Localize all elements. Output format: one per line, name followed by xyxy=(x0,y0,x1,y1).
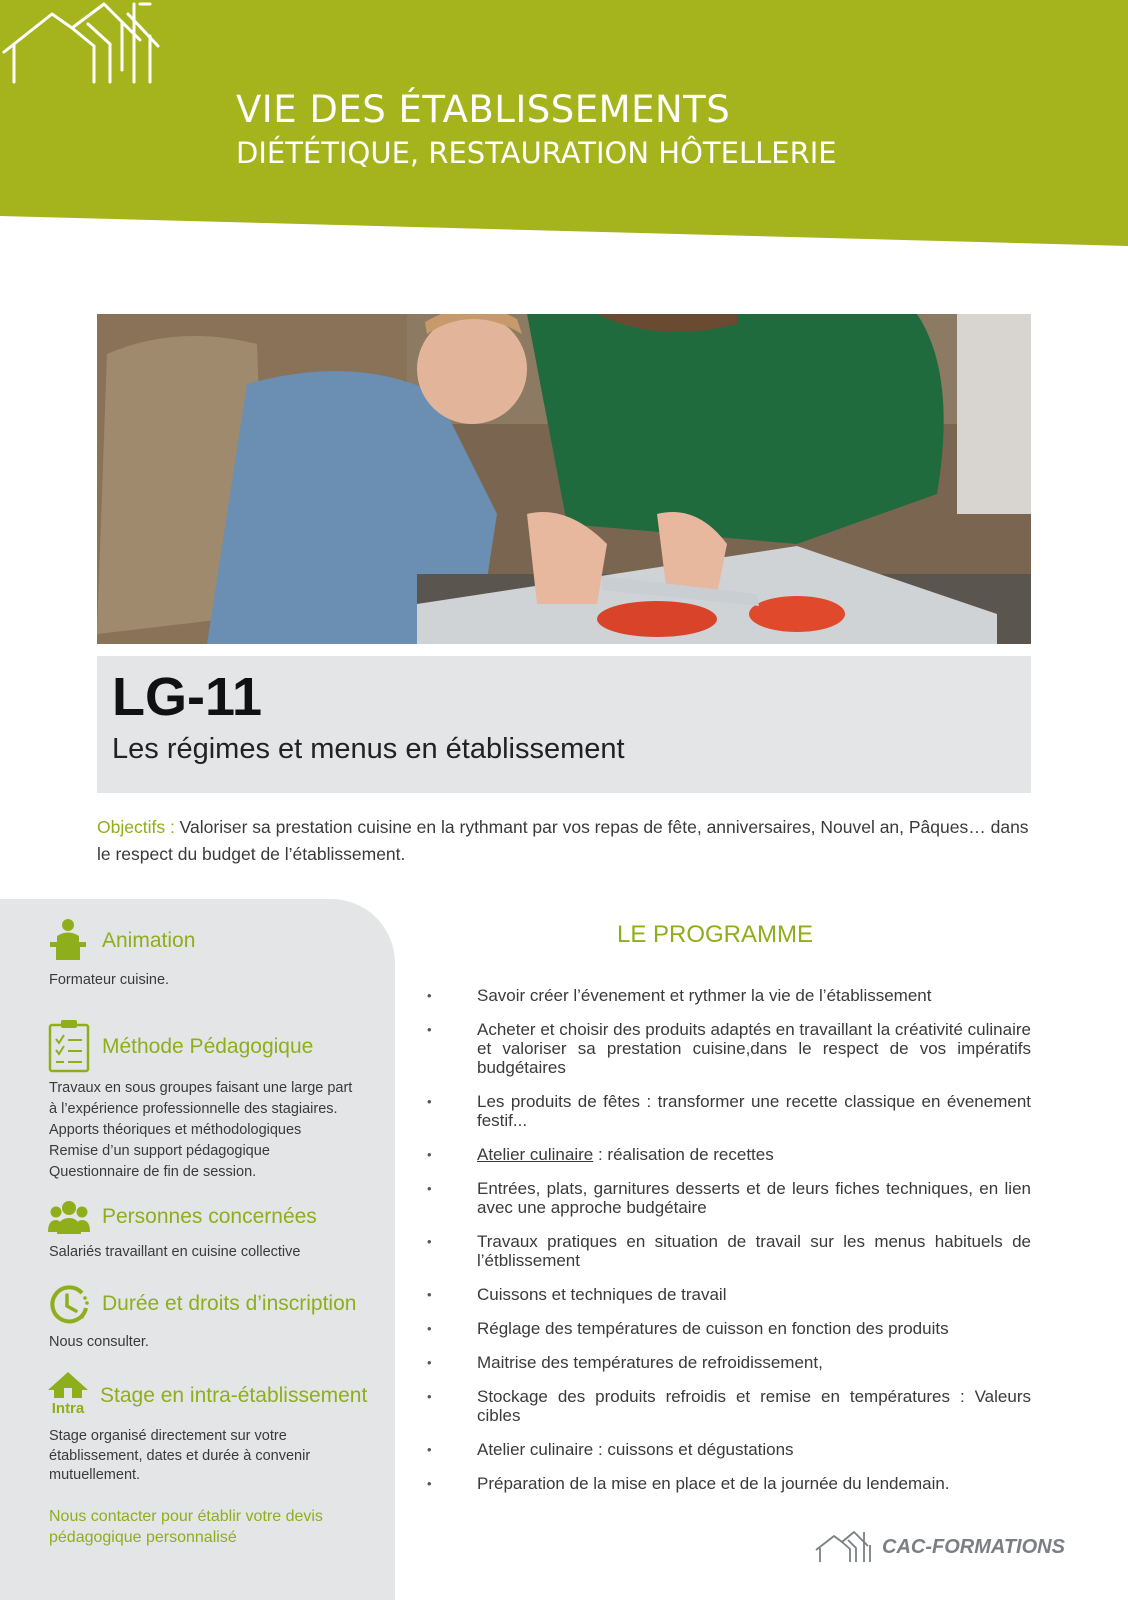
people-group-icon xyxy=(48,1200,90,1236)
bullet: • xyxy=(427,1022,432,1037)
animation-text: Formateur cuisine. xyxy=(49,972,170,988)
bullet: • xyxy=(427,1321,432,1336)
course-header xyxy=(97,656,1031,793)
house-outline-icon xyxy=(814,1530,874,1564)
method-line: Apports théoriques et méthodologiques xyxy=(49,1122,302,1138)
bullet: • xyxy=(427,1476,432,1491)
programme-item-text: Entrées, plats, garnitures desserts et de leurs fiches techniques, en lien avec une approche budgétaire xyxy=(477,1179,1031,1217)
objectives-text: Valoriser sa prestation cuisine en la rythmant par vos repas de fête, anniversaires, Nouvel an, Pâques… dans le respect du budget de l’établissement. xyxy=(97,817,1029,864)
course-code: LG-11 xyxy=(112,667,263,727)
bullet: • xyxy=(427,1181,432,1196)
clipboard-checklist-icon xyxy=(48,1019,90,1073)
duration-text: Nous consulter. xyxy=(49,1334,149,1350)
programme-item-text xyxy=(477,1145,1031,1164)
house-outline-icon xyxy=(0,0,170,90)
bullet: • xyxy=(427,1094,432,1109)
course-title: Les régimes et menus en établissement xyxy=(112,733,625,765)
programme-item-text: Savoir créer l’évenement et rythmer la vie de l’établissement xyxy=(477,986,932,1005)
intra-text: Stage organisé directement sur votre établissement, dates et durée à convenir mutuellement. xyxy=(49,1428,311,1483)
programme-item-text: Atelier culinaire : cuissons et dégustations xyxy=(477,1440,794,1459)
programme-item-text: Les produits de fêtes : transformer une recette classique en évenement festif... xyxy=(477,1092,1031,1130)
header-banner xyxy=(0,0,1128,250)
programme-item-text: Stockage des produits refroidis et remise en températures : Valeurs cibles xyxy=(477,1387,1031,1425)
method-text xyxy=(49,1078,369,1183)
bullet: • xyxy=(427,1287,432,1302)
bullet: • xyxy=(427,1355,432,1370)
audience-title: Personnes concernées xyxy=(102,1205,317,1228)
clock-icon xyxy=(48,1284,90,1326)
programme-item-text: Cuissons et techniques de travail xyxy=(477,1285,727,1304)
objectives xyxy=(97,814,1033,868)
bullet: • xyxy=(427,1442,432,1457)
bullet: • xyxy=(427,1147,432,1162)
header-subtitle: DIÉTÉTIQUE, RESTAURATION HÔTELLERIE xyxy=(236,136,837,170)
duration-title: Durée et droits d’inscription xyxy=(102,1292,357,1315)
objectives-label: Objectifs : xyxy=(97,817,175,837)
method-line: Travaux en sous groupes faisant une large part xyxy=(49,1080,353,1096)
animation-title: Animation xyxy=(102,929,196,952)
programme-item-text: Préparation de la mise en place et de la journée du lendemain. xyxy=(477,1474,950,1493)
bullet: • xyxy=(427,1234,432,1249)
programme-item-text: Réglage des températures de cuisson en fonction des produits xyxy=(477,1319,949,1338)
atelier-suffix: : réalisation de recettes xyxy=(593,1145,774,1164)
programme-title: LE PROGRAMME xyxy=(616,921,814,948)
programme-item-text: Maitrise des températures de refroidissement, xyxy=(477,1353,823,1372)
method-line: à l’expérience professionnelle des stagiaires. xyxy=(49,1101,338,1117)
method-title: Méthode Pédagogique xyxy=(102,1035,314,1058)
house-intra-icon xyxy=(46,1370,90,1414)
contact-link[interactable]: Nous contacter pour établir votre devis pédagogique personnalisé xyxy=(49,1508,323,1546)
audience-text: Salariés travaillant en cuisine collective xyxy=(49,1244,301,1260)
intra-icon-label: Intra xyxy=(51,1400,85,1414)
atelier-link[interactable]: Atelier culinaire xyxy=(477,1145,594,1164)
bullet: • xyxy=(427,988,432,1003)
bullet: • xyxy=(427,1389,432,1404)
method-line: Remise d’un support pédagogique xyxy=(49,1143,270,1159)
intra-title: Stage en intra-établissement xyxy=(100,1384,368,1407)
hero-photo xyxy=(97,314,1031,644)
header-title: VIE DES ÉTABLISSEMENTS xyxy=(236,88,731,131)
footer-brand: CAC-FORMATIONS xyxy=(882,1536,1065,1558)
presenter-icon xyxy=(48,918,88,962)
footer-logo xyxy=(814,1530,1074,1566)
method-line: Questionnaire de fin de session. xyxy=(49,1164,257,1180)
programme-item-text: Acheter et choisir des produits adaptés en travaillant la créativité culinaire et valoriser sa prestation cuisine,dans le respect de vos impératifs budgétaires xyxy=(477,1020,1031,1077)
programme-item-text: Travaux pratiques en situation de travail sur les menus habituels de l’étblissement xyxy=(477,1232,1031,1270)
